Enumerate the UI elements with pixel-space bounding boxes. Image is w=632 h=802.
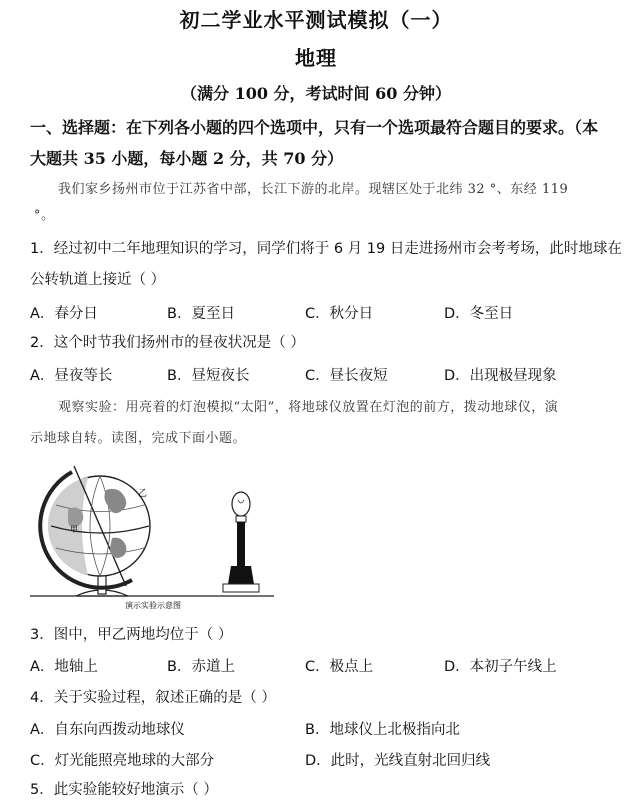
lamp-base [223,584,259,592]
subject-title: 地理 [295,46,337,70]
q1-option-b[interactable]: B．夏至日 [167,306,235,322]
passage-1-line1: 我们家乡扬州市位于江苏省中部，长江下游的北岸。现辖区处于北纬 32 °、东经 119 [58,182,569,197]
q2-option-a[interactable]: A．昼夜等长 [30,368,113,384]
section-heading-line2: 大题共 35 小题，每小题 2 分，共 70 分） [30,149,344,168]
passage-1-line2: °。 [34,208,55,223]
question-1-line1: 1．经过初中二年地理知识的学习，同学们将于 6 月 19 日走进扬州市会考考场，此时地球在 [30,241,622,257]
question-4-stem: 4．关于实验过程，叙述正确的是（ ） [30,690,276,706]
exam-note: （满分 100 分，考试时间 60 分钟） [181,84,451,103]
q3-option-b[interactable]: B．赤道上 [167,659,235,675]
question-1-line2: 公转轨道上接近（ ） [30,272,166,288]
question-3-stem: 3．图中，甲乙两地均位于（ ） [30,627,233,643]
q2-option-b[interactable]: B．昼短夜长 [167,368,250,384]
q3-option-c[interactable]: C．极点上 [305,659,374,675]
exam-title: 初二学业水平测试模拟（一） [179,8,453,32]
lamp-socket [236,516,246,522]
question-5-stem: 5．此实验能较好地演示（ ） [30,782,218,798]
experiment-figure [28,460,278,612]
passage-2-line2: 示地球自转。读图，完成下面小题。 [30,431,247,446]
q4-option-c[interactable]: C．灯光能照亮地球的大部分 [30,753,215,769]
q4-option-a[interactable]: A．自东向西拨动地球仪 [30,722,185,738]
passage-2-line1: 观察实验：用亮着的灯泡模拟“太阳”，将地球仪放置在灯泡的前方，拨动地球仪，演 [58,400,559,415]
q1-option-c[interactable]: C．秋分日 [305,306,374,322]
section-heading-line1: 一、选择题：在下列各小题的四个选项中，只有一个选项最符合题目的要求。（本 [30,118,599,137]
q1-option-a[interactable]: A．春分日 [30,306,98,322]
q2-option-d[interactable]: D．出现极昼现象 [444,368,557,384]
lamp-bulb [232,492,250,516]
label-yi: 乙 [138,489,148,499]
q1-option-d[interactable]: D．冬至日 [444,306,514,322]
lamp-stand [228,566,254,584]
q4-option-d[interactable]: D．此时，光线直射北回归线 [305,753,491,769]
figure-caption: 演示实验示意图 [125,601,181,610]
globe-lamp-diagram [28,460,278,612]
q4-option-b[interactable]: B．地球仪上北极指向北 [305,722,460,738]
label-jia: 甲 [70,525,78,534]
q3-option-a[interactable]: A．地轴上 [30,659,98,675]
globe-night-side [48,477,88,575]
question-2-stem: 2．这个时节我们扬州市的昼夜状况是（ ） [30,335,305,351]
q3-option-d[interactable]: D．本初子午线上 [444,659,557,675]
lamp-pole [237,522,245,566]
q2-option-c[interactable]: C．昼长夜短 [305,368,388,384]
